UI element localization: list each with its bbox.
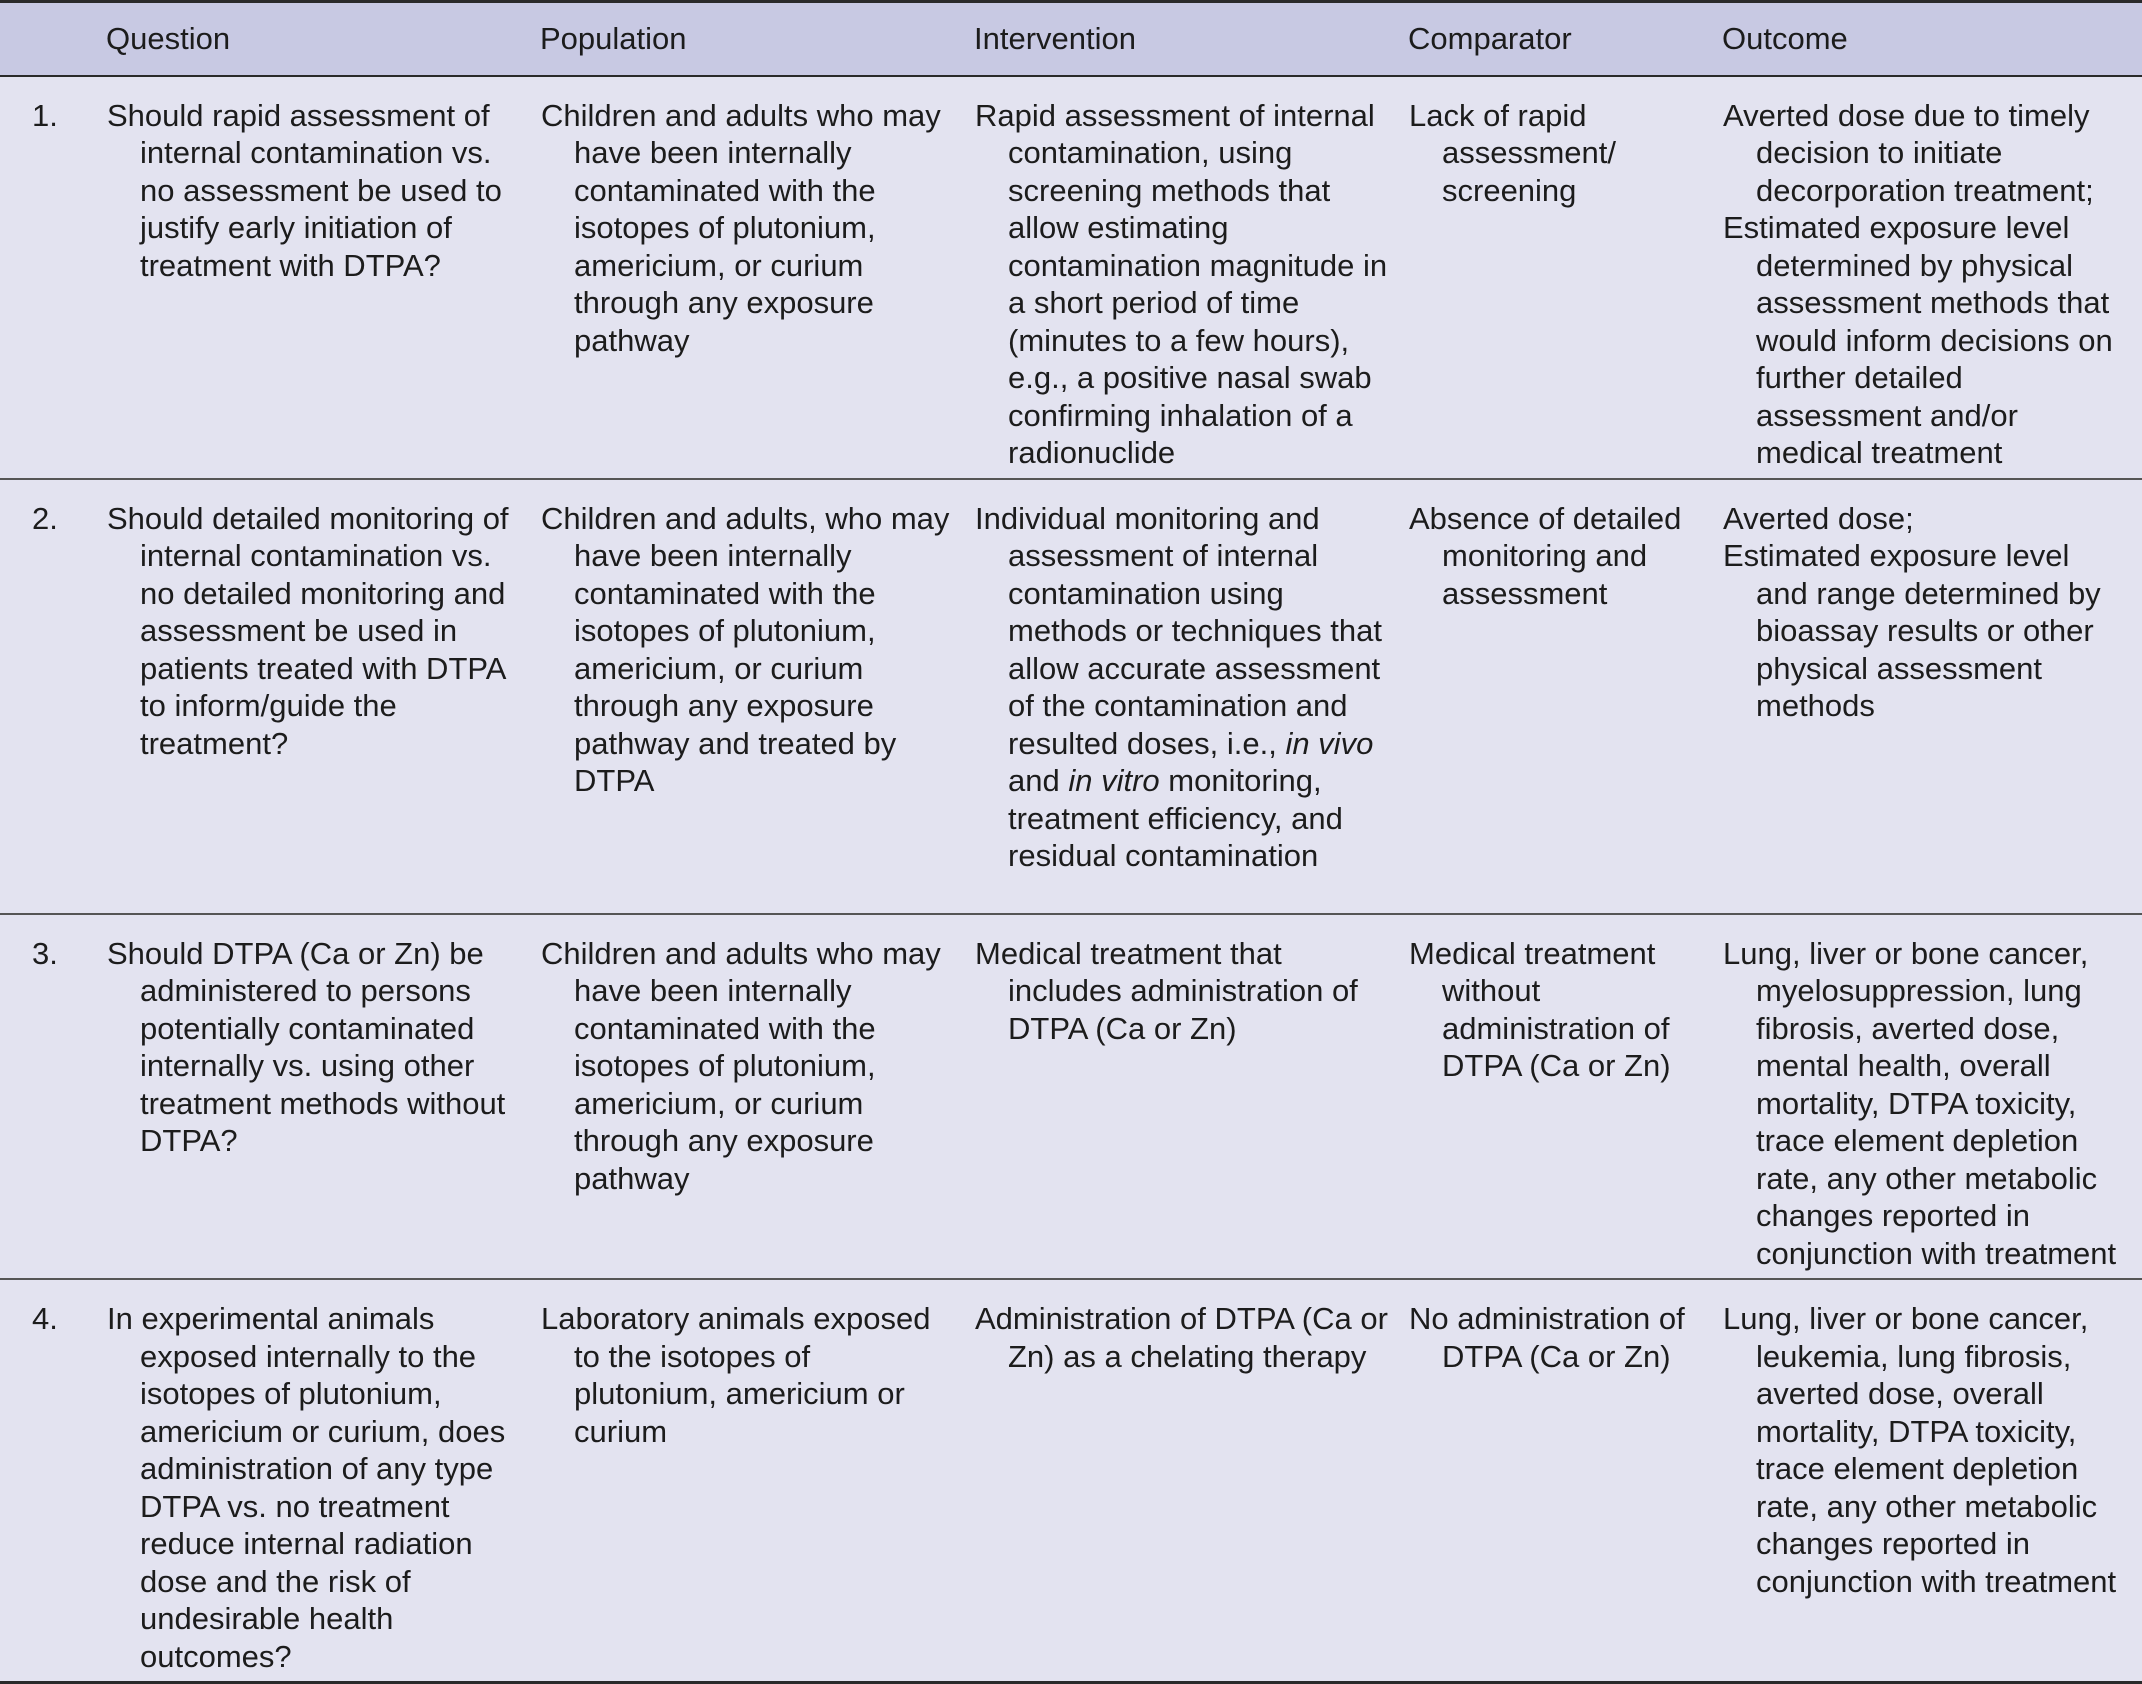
population-cell (540, 1279, 974, 1683)
intervention-text: Rapid assessment of internal contamination, using screening methods that allow estimating contamination magnitude in a short period of time (minutes to a few hours), e.g., a positive nasal swab confirming inhalation of a radionuclide (975, 97, 1388, 470)
question-cell (106, 1279, 540, 1683)
table-row (0, 479, 2142, 914)
outcome-cell (1722, 76, 2142, 479)
outcome-text: Averted dose; (1723, 500, 1914, 536)
comparator-cell (1408, 76, 1722, 479)
comparator-cell (1408, 479, 1722, 914)
population-text: Children and adults who may have been internally contaminated with the isotopes of plutonium, americium, or curium through any exposure pathway (541, 97, 941, 358)
question-cell (106, 479, 540, 914)
table-header (0, 2, 2142, 76)
comparator-text: Absence of detailed monitoring and assessment (1409, 500, 1682, 611)
outcome-text: Lung, liver or bone cancer, leukemia, lung fibrosis, averted dose, overall mortality, DTPA toxicity, trace element depletion rate, any other metabolic changes reported in conjunction with treatment (1723, 1301, 2117, 1599)
question-text: Should DTPA (Ca or Zn) be administered to persons potentially contaminated internally vs. using other treatment methods without DTPA? (107, 935, 506, 1158)
row-number: 1. (0, 76, 106, 479)
header-intervention: Intervention (974, 2, 1408, 76)
population-cell (540, 479, 974, 914)
header-outcome: Outcome (1722, 2, 2142, 76)
outcome-text: Estimated exposure level determined by physical assessment methods that would inform decisions on further detailed assessment and/or medical treatment (1723, 210, 2113, 470)
outcome-text: Averted dose due to timely decision to initiate decorporation treatment; (1723, 97, 2094, 208)
outcome-cell (1722, 914, 2142, 1280)
intervention-cell (974, 1279, 1408, 1683)
comparator-text: No administration of DTPA (Ca or Zn) (1409, 1301, 1685, 1374)
header-row (0, 2, 2142, 76)
question-text: Should detailed monitoring of internal contamination vs. no detailed monitoring and assessment be used in patients treated with DTPA to inform/guide the treatment? (107, 500, 509, 761)
question-cell (106, 914, 540, 1280)
intervention-text (975, 500, 1394, 875)
comparator-cell (1408, 1279, 1722, 1683)
intervention-italic-in-vivo: in vivo (1285, 725, 1374, 761)
comparator-text: Medical treatment without administration of DTPA (Ca or Zn) (1409, 935, 1671, 1083)
intervention-text: Administration of DTPA (Ca or Zn) as a chelating therapy (975, 1301, 1388, 1374)
population-text: Laboratory animals exposed to the isotopes of plutonium, americium or curium (541, 1301, 931, 1449)
population-text: Children and adults, who may have been internally contaminated with the isotopes of plutonium, americium, or curium through any exposure pathway and treated by DTPA (541, 500, 950, 798)
comparator-text: Lack of rapid assessment/ screening (1409, 97, 1617, 208)
table-body (0, 76, 2142, 1683)
outcome-text: Lung, liver or bone cancer, myelosuppression, lung fibrosis, averted dose, mental health, overall mortality, DTPA toxicity, trace element depletion rate, any other metabolic changes reported in conjunction with treatment (1723, 935, 2117, 1271)
intervention-text: Medical treatment that includes administration of DTPA (Ca or Zn) (975, 935, 1358, 1046)
intervention-cell (974, 479, 1408, 914)
header-number (0, 2, 106, 76)
population-text: Children and adults who may have been internally contaminated with the isotopes of plutonium, americium, or curium through any exposure pathway (541, 935, 941, 1196)
question-text: In experimental animals exposed internally to the isotopes of plutonium, americium or curium, does administration of any type DTPA vs. no treatment reduce internal radiation dose and the risk of undesirable health outcomes? (107, 1301, 506, 1674)
outcome-cell (1722, 1279, 2142, 1683)
intervention-cell (974, 914, 1408, 1280)
intervention-text-part: and (1008, 763, 1069, 798)
population-cell (540, 76, 974, 479)
table-row (0, 76, 2142, 479)
row-number: 2. (0, 479, 106, 914)
outcome-cell (1722, 479, 2142, 914)
header-population: Population (540, 2, 974, 76)
question-text: Should rapid assessment of internal contamination vs. no assessment be used to justify early initiation of treatment with DTPA? (107, 97, 502, 283)
intervention-text-part: Individual monitoring and assessment of internal contamination using methods or techniques that allow accurate assessment of the contamination and resulted doses, i.e., (975, 500, 1382, 761)
intervention-italic-in-vitro: in vitro (1068, 763, 1160, 798)
intervention-cell (974, 76, 1408, 479)
row-number: 3. (0, 914, 106, 1280)
header-comparator: Comparator (1408, 2, 1722, 76)
table-row (0, 1279, 2142, 1683)
intervention-text-part: monitoring, treatment efficiency, and residual contamination (1008, 763, 1343, 873)
header-question: Question (106, 2, 540, 76)
outcome-text: Estimated exposure level and range determined by bioassay results or other physical assessment methods (1723, 538, 2101, 723)
population-cell (540, 914, 974, 1280)
question-cell (106, 76, 540, 479)
comparator-cell (1408, 914, 1722, 1280)
row-number: 4. (0, 1279, 106, 1683)
table-row (0, 914, 2142, 1280)
